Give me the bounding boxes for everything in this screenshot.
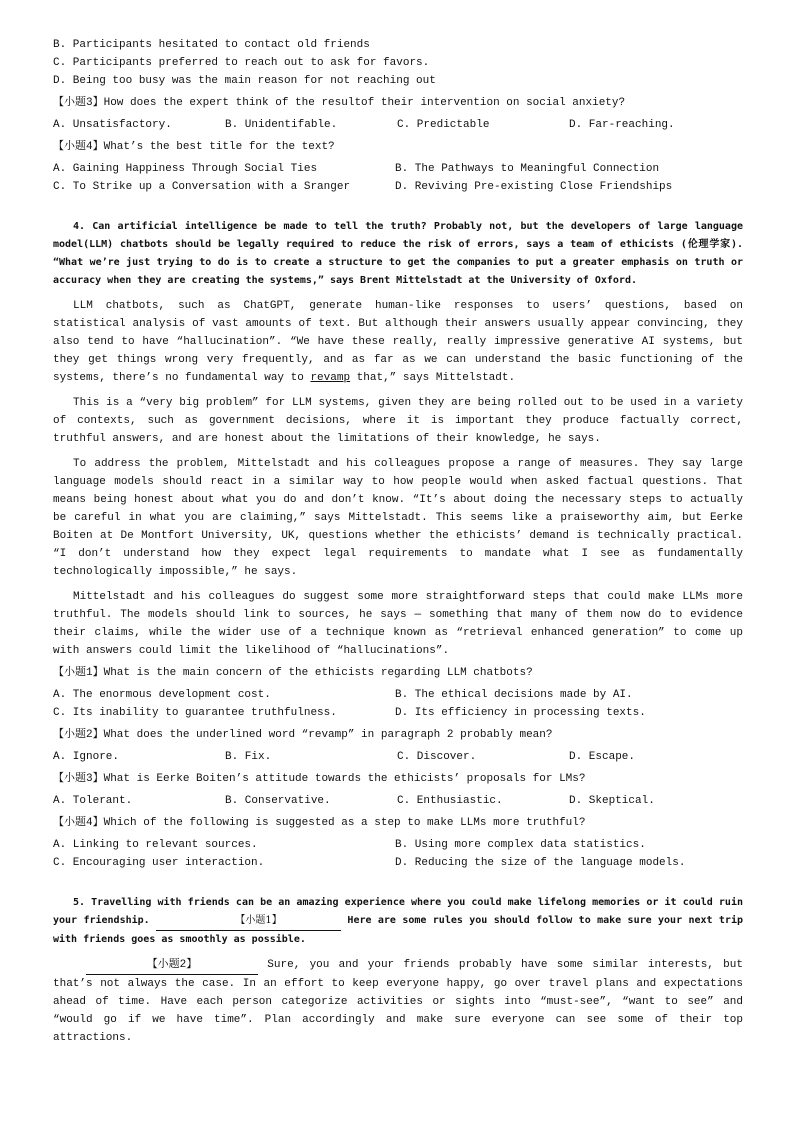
answer-blank-2[interactable]: 【小题2】 [86,956,258,975]
prev-question-4-options-cd [53,178,743,196]
option-d: D. Reducing the size of the language models. [395,857,686,869]
question-4 [53,814,743,832]
option-c: C. To Strike up a Conversation with a Sranger [53,181,351,193]
question-4-options-cd [53,854,743,872]
option-c: C. Predictable [397,119,490,131]
question-tag: 【小题3】 [53,97,104,109]
question-1-options-ab [53,686,743,704]
question-text: What does the underlined word “revamp” in paragraph 2 probably mean? [103,729,553,741]
prev-question-3-options [53,116,743,134]
passage-4-paragraph-1: LLM chatbots, such as ChatGPT, generate human-like responses to users’ questions, based on statistical analysis of vast amounts of text. But although their answers usually appear convincing, they also tend to have “hallucination”. “We have these really, really impressive generative AI systems, but they get things wrong very frequently, and as far as we can understand the basic functioning of the systems, there’s no fundamental way to revamp that,” says Mittelstadt. [53,300,743,384]
prev-question-4 [53,138,743,156]
option-d: D. Escape. [569,751,636,763]
option-d: D. Reviving Pre-existing Close Friendships [395,181,673,193]
option-d: D. Skeptical. [569,795,655,807]
question-tag: 【小题3】 [53,773,104,785]
underlined-word: revamp [310,372,351,384]
question-text: What is Eerke Boiten’s attitude towards the ethicists’ proposals for LMs? [103,773,586,785]
prev-question-4-options-ab [53,160,743,178]
option-a: A. Ignore. [53,751,120,763]
question-2 [53,726,743,744]
question-tag: 【小题1】 [53,667,104,679]
question-text: How does the expert think of the resultof their intervention on social anxiety? [103,97,626,109]
question-tag: 【小题4】 [53,817,104,829]
option-b: B. Participants hesitated to contact old friends [53,39,370,51]
option-d: D. Being too busy was the main reason for not reaching out [53,75,436,87]
question-text: Which of the following is suggested as a step to make LLMs more truthful? [103,817,586,829]
option-b: B. The ethical decisions made by AI. [395,689,633,701]
option-a: A. Gaining Happiness Through Social Ties [53,163,318,175]
option-c: C. Participants preferred to reach out to ask for favors. [53,57,430,69]
option-a: A. Unsatisfactory. [53,119,172,131]
option-a: A. The enormous development cost. [53,689,271,701]
option-b: B. Fix. [225,751,272,763]
passage-4-paragraph-4: Mittelstadt and his colleagues do suggest some more straightforward steps that could make LLMs more truthful. The models should link to sources, he says — something that many of them now do to evidence their claims, while the wider use of a technique known as “retrieval enhanced generation” to come up with answers could limit the likelihood of “hallucinations”. [53,591,743,657]
question-tag: 【小题4】 [53,141,104,153]
option-b: B. Using more complex data statistics. [395,839,646,851]
question-4-options-ab [53,836,743,854]
passage-5-intro: 5. Travelling with friends can be an amazing experience where you could make lifelong memories or it could ruin your friendship. 【小题1】 Here are some rules you should follow to make sure your next trip with friends goes as smoothly as possible. [53,897,743,945]
passage-4-paragraph-2: This is a “very big problem” for LLM systems, given they are being rolled out to be used in a variety of contexts, such as government decisions, where it is important they produce factually correct, truthful answers, and are honest about the limitations of their knowledge, he says. [53,397,743,445]
passage-4-intro: 4. Can artificial intelligence be made to tell the truth? Probably not, but the developers of large language model(LLM) chatbots should be legally required to reduce the risk of errors, says a team of ethicists (伦理学家). “What we’re just trying to do is to create a structure to get the companies to put a greater emphasis on truth or accuracy when they are creating the systems,” says Brent Mittelstadt at the University of Oxford. [53,221,743,286]
prev-q2-options [53,36,743,90]
option-c: C. Encouraging user interaction. [53,857,265,869]
answer-blank-1[interactable]: 【小题1】 [156,912,341,931]
exam-page [53,36,743,1047]
question-1 [53,664,743,682]
question-3 [53,770,743,788]
option-d: D. Far-reaching. [569,119,675,131]
option-b: B. Unidentifable. [225,119,338,131]
option-a: A. Tolerant. [53,795,133,807]
question-text: What is the main concern of the ethicists regarding LLM chatbots? [103,667,533,679]
option-c: C. Discover. [397,751,477,763]
option-b: B. Conservative. [225,795,331,807]
option-c: C. Enthusiastic. [397,795,503,807]
question-tag: 【小题2】 [53,729,104,741]
passage-4-paragraph-3: To address the problem, Mittelstadt and his colleagues propose a range of measures. They say large language models should react in a similar way to how people would when asked factual questions. That means being honest about what you do and don’t know. “It’s about doing the necessary steps to actually be careful in what you are claiming,” says Mittelstadt. This seems like a praiseworthy aim, but Eerke Boiten at De Montfort University, UK, questions whether the ethicists’ demand is technically practical. “I don’t understand how they expect legal requirements to mandate what I see as fundamentally technologically impossible,” he says. [53,458,743,578]
question-1-options-cd [53,704,743,722]
option-d: D. Its efficiency in processing texts. [395,707,646,719]
passage-5-paragraph-1: 【小题2】 Sure, you and your friends probably have some similar interests, but that’s not always the case. In an effort to keep everyone happy, go over travel plans and expectations ahead of time. Have each person categorize activities or sights into “must-see”, “want to see” and “would go if we have time”. Plan accordingly and make sure everyone can see some of their top attractions. [53,956,743,1047]
option-a: A. Linking to relevant sources. [53,839,258,851]
option-b: B. The Pathways to Meaningful Connection [395,163,660,175]
prev-question-3 [53,94,743,112]
option-c: C. Its inability to guarantee truthfulness. [53,707,337,719]
question-2-options [53,748,743,766]
question-text: What’s the best title for the text? [103,141,335,153]
question-3-options [53,792,743,810]
